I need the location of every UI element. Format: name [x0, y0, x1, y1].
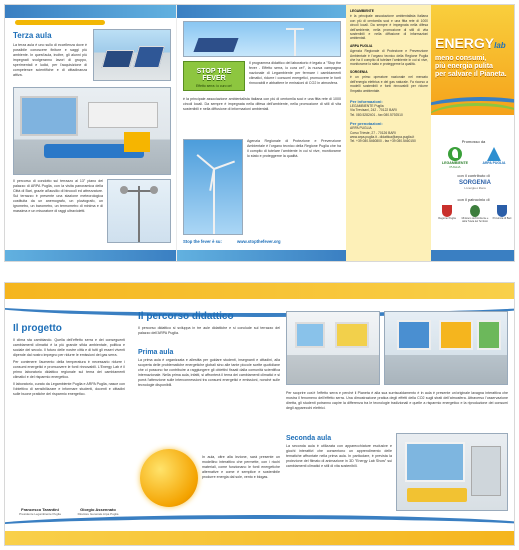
wind-turbine-photo: [183, 139, 243, 235]
signature-1: [13, 507, 67, 516]
weather-station-photo: [107, 179, 171, 243]
terza-aula-intro-block: [13, 31, 87, 78]
signature-2: [71, 507, 125, 516]
panel-info: [346, 5, 431, 261]
prima-aula-block-2: [202, 455, 280, 480]
signature-2-name: Giorgio Assennato: [80, 507, 116, 512]
sorgenia-logo: [453, 180, 497, 190]
signature-1-role: Presidente Legambiente Puglia: [19, 512, 61, 516]
info-p1: è la principale associazione ambientalista italiana con più di centomila soci e una fitta rete di 1000 circoli locali. Da sempre è impegnata nella difesa dell'ambiente, nella promozione di stili di vita sostenibili e nella diffusione di informazioni ambientali.: [350, 14, 428, 41]
patron-1-name: Regione Puglia: [438, 217, 456, 220]
info-p3-label: SORGENIA: [350, 69, 368, 74]
renewables-photo: [183, 21, 341, 57]
patron-2: [461, 205, 489, 223]
brand-lab: lab: [494, 41, 506, 50]
cover-tagline: [435, 55, 515, 79]
stop-the-fever-text-2: è la principale associazione ambientalista italiana con più di centomila soci e una fitta rete di 1000 circoli locali. Da sempre è impegnata nella difesa dell'ambiente, nella promozione di stili di vita sostenibili e nella diffusione di informazioni ambientali.: [183, 97, 341, 111]
legambiente-logo: [439, 147, 471, 169]
bottom-band: [177, 250, 346, 261]
seconda-aula-block: [286, 431, 392, 469]
provincia-crest-icon: [497, 205, 507, 217]
percorso-header: [138, 311, 280, 336]
info-p1-label: LEGAMBIENTE: [350, 9, 374, 13]
info-block: [350, 9, 428, 144]
inside-bottom-band: [5, 531, 514, 545]
top-band: [177, 5, 346, 18]
regione-crest-icon: [442, 205, 452, 217]
bottom-band: [5, 250, 176, 261]
classroom-screens-photo: [286, 311, 380, 385]
stop-text-block: [249, 61, 341, 86]
patron-2-name: Ministero dell'Ambiente e della Tutela del Territorio: [461, 217, 489, 223]
seconda-aula-title: Seconda aula: [286, 435, 332, 442]
stop-the-fever-logo: [183, 61, 245, 91]
brochure-outside: [4, 4, 515, 262]
stop-the-fever-text: Il programma didattico del laboratorio è legato a "Stop the fever - Effetto serra, io cura ce!", la nuova campagna nazionale di Legambiente per fermare i cambiamenti climatici, ridurre i consumi energetici, promuovere le fonti rinnovabili e abbattere le emissioni di CO2 in atmosfera.: [249, 61, 341, 85]
stop-link[interactable]: www.stopthefever.org: [237, 239, 281, 244]
cover-brand: [435, 35, 515, 53]
ministero-emblem-icon: [470, 205, 480, 217]
sorgenia-sub: L'energia è libera: [464, 186, 486, 190]
stop-link-label: Stop the fever è su:: [183, 239, 222, 244]
patron-1: [435, 205, 459, 220]
legambiente-sub: PUGLIA: [449, 165, 461, 169]
stop-logo-text: STOP THE FEVER: [196, 68, 232, 82]
patron-3-name: Provincia di Bari: [492, 217, 512, 220]
contribution-label: con il contributo di: [457, 173, 490, 178]
signature-1-name: Francesco Tarantini: [21, 507, 59, 512]
patron-3: [491, 205, 513, 220]
sun-model-photo: [140, 449, 198, 507]
terza-aula-body: Il percorso di condotto sul terrazzo al 13° piano del palazzo di ARPA Puglia, con la visita panoramica della Città di Bari, grazie all'ausilio di binocoli ed attrezzature. Sul terrazzo è presente una stazione meteorologica costituita da un anemografo, un pluviografo, un igrometro, un barometro, un termometro di minima e di massima e un misuratore di raggi ultravioletti.: [13, 179, 103, 213]
info-p2-label: ARPA PUGLIA: [350, 43, 373, 48]
seconda-aula-text: La seconda aula è utilizzata con apparecchiature esclusive e giochi interattivi che consentono un apprendimento delle tematiche affrontate nella prima aula. In particolare, è prevista la proiezione del filmato di animazione in 3D "Energy Lab Show" sui cambiamenti climatici e stili di vita sostenibili.: [286, 444, 392, 468]
progetto-text-3: Il laboratorio, curato da Legambiente Puglia e ARPA Puglia, nasce con l'obiettivo di sensibilizzare e informare studenti, docenti e cittadini sulle buone pratiche del risparmio energetico.: [13, 382, 126, 396]
booking-title: Per prenotazioni:: [350, 121, 383, 127]
percorso-title: Il percorso didattico: [138, 311, 234, 322]
stop-link-row: [183, 239, 341, 244]
progetto-text-2: Per contenere l'aumento della temperatura è necessario ridurre i consumi energetici e promuovere le fonti rinnovabili. L'Energy Lab è il primo laboratorio didattico regionale sul tema dei cambiamenti climatici e del risparmio energetico.: [13, 360, 125, 379]
seconda-aula-photo: [396, 433, 508, 511]
tagline-3: per salvare il Pianeta.: [435, 71, 507, 78]
progetto-text-1: Il clima sta cambiando. Quella dell'effetto serra e dei conseguenti cambiamenti climatici è la più grande sfida ambientale, politica e sociale del secolo. Il futuro delle nostre città e di tutti gli esseri viventi dipende dal nostro impegno per ridurre le emissioni dei gas serra.: [13, 338, 125, 357]
cover-arc-green: [431, 103, 515, 133]
stop-text-continued: [183, 97, 341, 112]
cover-bottom-band: [431, 250, 515, 261]
info-p3: è un primo operatore nazionale nel mercato dell'energia elettrica e del gas naturale. Fa ricorso a modelli sostenibili e fonti rinnovabili per ridurre l'impatto ambientale.: [350, 75, 428, 93]
promoted-by: Promosso da: [461, 139, 486, 144]
terza-aula-title: Terza aula: [13, 31, 52, 40]
prima-aula-text-2: In aula, oltre alla lezione, sarà presente un modellino interattivo che permette, con i ricchi materiali, come funzionano le fonti energetiche alternative e come è semplice e sostenibile produrre energia dal sole, vento e biogas.: [202, 455, 280, 479]
arpa-logo: [477, 147, 511, 165]
signature-2-role: Direttore Generale Arpa Puglia: [77, 512, 119, 516]
brand-energy: ENERGY: [435, 35, 495, 51]
signatures: [13, 507, 125, 516]
prima-aula-title: Prima aula: [138, 349, 174, 356]
sorgenia-name: SORGENIA: [458, 180, 491, 186]
contacts-title: Per informazioni:: [350, 98, 383, 104]
arpa-name: ARPA PUGLIA: [482, 161, 506, 165]
lab-room-photo: [384, 311, 508, 385]
stop-the-fever-text-3: Agenzia Regionale di Protezione e Prevenzione Ambientale è l'organo tecnico della Regione Puglia che ha il compito di tutelare l'ambiente in cui si vive, monitorarne lo stato e proteggerne la qualità.: [247, 139, 341, 158]
booking: ARPA PUGLIA Corso Trieste, 27 - 70126 BARI www.arpa.puglia.it - didattica@arpa.puglia.it Tel. +39 080.5460800 - fax +39 080.5460150: [350, 126, 416, 144]
solar-panel-photo: [93, 29, 171, 81]
progetto-block: [13, 323, 125, 397]
info-p2: Agenzia Regionale di Protezione e Prevenzione Ambientale è l'organo tecnico della Regione Puglia che ha il compito di tutelare l'ambiente in cui si vive, monitorarne lo stato e proteggerne la qualità.: [350, 49, 428, 67]
panel-percorso: [130, 283, 515, 545]
prima-aula-block: [138, 345, 280, 388]
terza-aula-intro: La terza aula è uno sullo di eccellenza dove è possibile conoscere finiture e saggi più ambiente. In quest'aula, inoltre, gli alunni più impegnati svolgeranno lavori di gruppo, sperimentali e ludici, per l'acquisizione di competenze scientifiche e di cittadinanza attiva.: [13, 43, 87, 77]
tagline-1: meno consumi,: [435, 55, 487, 62]
classroom-photo: [13, 87, 171, 175]
panel-stop-the-fever: [176, 5, 346, 261]
tagline-2: più energia pulita: [435, 63, 493, 70]
brochure-inside: [4, 282, 515, 546]
percorso-intro: Il percorso didattico si sviluppa in tre aule didattiche e si conclude sul terrazzo del palazzo dell'ARPA Puglia.: [138, 326, 280, 335]
right-text: Per scoprire cos'è l'effetto serra e perché il Pianeta è alla sua surriscaldamento è in aula è presente un'originale lavagna interattiva che mostra il fenomeno dell'effetto serra. Una dimostrazione pratica degli effetti della CO2 sugli strati dell'atmosfera. Attraverso l'osservazione diretta, gli studenti potranno capire la differenza tra le tecnologie tradizionali e quelle a risparmio energetico e la riproduzione dei consumi degli apparecchi elettrici.: [286, 391, 508, 410]
panel-progetto: [5, 283, 130, 545]
panel-terza-aula: [5, 5, 176, 261]
legambiente-name: LEGAMBIENTE: [441, 161, 469, 165]
progetto-title: Il progetto: [13, 323, 62, 334]
stop-logo-sub: Effetto serra: io curo ce!: [196, 84, 232, 88]
patronage-label: con il patrocinio di: [457, 197, 490, 202]
stop-text-block-2: [247, 139, 341, 159]
cover-panel: [431, 5, 515, 261]
contacts: LEGAMBIENTE Puglia Via Trevisani, 242 - 70122 BARI Tel. 080.5282401 - fax 080.5792510: [350, 103, 403, 117]
right-text-block: [286, 391, 508, 411]
decor-wave: [15, 20, 105, 25]
terza-aula-body-block: [13, 179, 103, 214]
prima-aula-text: La prima aula è organizzata e allestita per guidare studenti, insegnanti e cittadini, alla scoperta delle problematiche energetiche globali sino alle tante piccole scelte quotidiane che ci possono far contribuire a raggiungere gli obiettivi fissati dalla comunità scientifica internazionale. Nella prima aula, infatti, si affronterà il tema dei cambiamenti climatici e si porrà l'attenzione sulle interconnessioni tra consumi energetici e emissioni, nonché sulle tecnologie disponibili.: [138, 358, 280, 387]
top-band: [5, 5, 176, 18]
